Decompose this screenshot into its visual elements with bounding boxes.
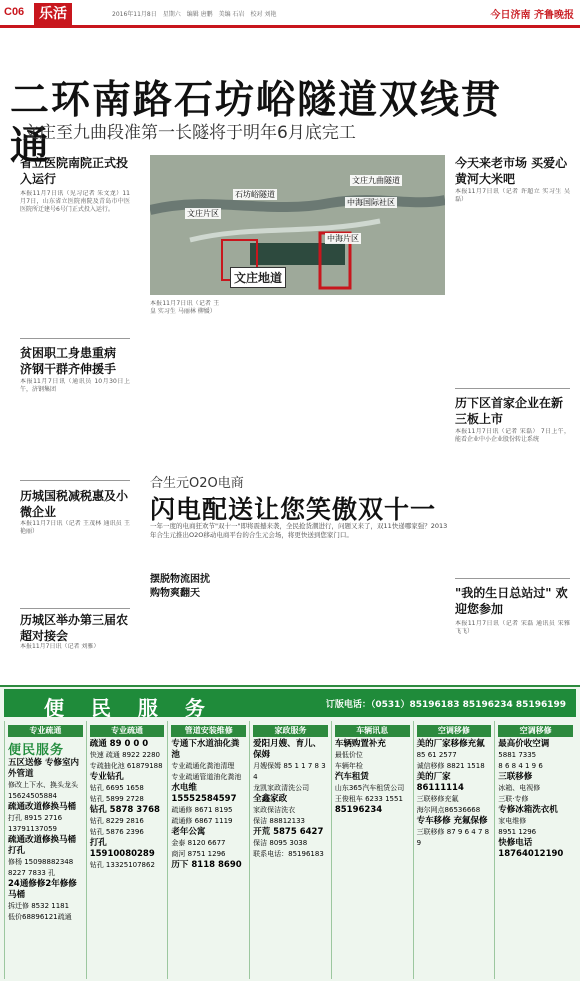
classified-item: 专修冰箱洗衣机 <box>498 805 558 815</box>
main-headline: 二环南路石坊峪隧道双线贯通 <box>10 78 503 169</box>
left-body-2: 本报11月7日讯（通讯员 10月30日上午，济钢集团 <box>20 378 130 394</box>
classified-item: 打孔 8915 2716 <box>8 814 63 822</box>
classified-item: 专业钻孔 <box>89 772 124 782</box>
classified-item: 专疏抽化池 61879188 <box>89 762 163 770</box>
classified-item: 85196234 <box>334 805 383 815</box>
classified-column-tab: 空调移修 <box>417 725 492 737</box>
classified-item: 专业疏通管道油化粪池 <box>171 773 242 781</box>
divider <box>20 338 130 339</box>
classified-column-tab: 管道安装维修 <box>171 725 246 737</box>
classified-item: 钻孔 5876 2396 <box>89 828 144 836</box>
classified-item: 山东365汽车租赁公司 <box>334 784 405 792</box>
main-subhead: 文庄至九曲段准第一长隧将于明年6月底完工 <box>22 123 356 143</box>
classified-item: 汽车租赁 <box>334 772 369 782</box>
classified-phone: 订版电话：（0531）85196183 85196234 85196199 <box>325 700 566 710</box>
issue-meta: 2016年11月8日 星期六 编辑 唐鹏 美编 石岩 校对 刘艳 <box>112 11 277 18</box>
divider <box>455 388 570 389</box>
map-title-box: 文庄地道 <box>230 267 286 288</box>
classified-item: 85 61 2577 <box>416 751 457 759</box>
classified-item: 疏通修 6867 1119 <box>171 817 233 825</box>
right-title-3: "我的生日总站过" 欢迎您参加 <box>455 586 568 616</box>
divider <box>455 578 570 579</box>
o2o-kicker: 合生元O2O电商 <box>150 476 244 491</box>
classified-item: 诚信移修 8821 1518 <box>416 762 485 770</box>
classified-column <box>4 721 86 979</box>
left-title-4: 历城区举办第三届农超对接会 <box>20 613 129 643</box>
classified-item: 低价68896121疏通 <box>8 913 72 921</box>
o2o-sub-b: 购物爽翻天 <box>150 588 200 599</box>
classified-column-tab: 空调移修 <box>498 725 573 737</box>
classified-item: 家电维修 <box>498 817 527 825</box>
page-number: C06 <box>4 6 25 18</box>
classified-item: 快速 疏通 8922 2280 <box>89 751 161 759</box>
left-body-3: 本报11月7日讯（记者 王茂林 通讯员 王艳丽） <box>20 520 130 536</box>
classified-item: 海尔网点86536668 <box>416 806 481 814</box>
classified-item: 修改上下水、换头龙头 <box>8 781 78 789</box>
classified-item: 最高价收空调 <box>498 739 550 749</box>
classified-subtitle: 便民服务 <box>8 743 65 758</box>
classified-item: 8951 1296 <box>498 828 537 836</box>
o2o-sub-a: 摆脱物流困扰 <box>150 574 210 585</box>
right-title-2: 历下区首家企业在新三板上市 <box>455 396 564 426</box>
classified-item: 三联移修充氟 <box>416 795 459 803</box>
right-body-1: 本报11月7日讯（记者 许超立 实习生 吴磊） <box>455 188 570 204</box>
classified-column-tab: 专业疏通 <box>8 725 83 737</box>
classified-item: 冰箱、电视修 <box>498 784 541 792</box>
classified-item: 疏通修 8671 8195 <box>171 806 233 814</box>
classified-item: 车辆购置补充 <box>334 739 386 749</box>
page-header <box>0 0 580 28</box>
map-label: 中海国际社区 <box>347 198 395 207</box>
classified-item: 5881 7335 <box>498 751 537 759</box>
classified-item: 龙凯家政清洗公司 <box>253 784 310 792</box>
classified-item: 全鑫家政 <box>253 794 288 804</box>
right-body-3: 本报11月7日讯（记者 宋磊 通讯员 宋雅 飞飞） <box>455 620 570 636</box>
o2o-headline: 闪电配送让您笑傲双十一 <box>150 495 437 524</box>
left-body-1: 本报11月7日讯（见习记者 朱文龙）11月7日，山东省立医院南院及青岛市中医医院所迁建号6号门正式投入运行。 <box>20 190 130 214</box>
classified-item: 五区送修 专修室内外管道 <box>8 758 79 779</box>
classified-band <box>4 689 576 720</box>
classified-item: 保洁 88812133 <box>253 817 305 825</box>
classified-item: 金泰 8120 6677 <box>171 839 226 847</box>
divider <box>20 480 130 481</box>
classified-item: 三联移修 <box>498 772 533 782</box>
map-label: 石坊峪隧道 <box>235 190 275 199</box>
left-title-2: 贫困职工身患重病 济钢干群齐伸援手 <box>20 346 117 376</box>
classified-item: 开荒 5875 6427 <box>253 827 324 837</box>
classified-item: 疏通改道修换马桶打孔 <box>8 835 77 856</box>
newspaper-brand: 今日济南 齐鲁晚报 <box>490 10 574 21</box>
classified-item: 三联移修 87 9 6 4 7 8 9 <box>416 828 490 847</box>
section-title: 乐活 <box>34 3 72 25</box>
classified-section <box>0 685 580 981</box>
classified-item: 历下 8118 8690 <box>171 860 242 870</box>
right-title-1: 今天来老市场 买爱心黄河大米吧 <box>455 156 568 186</box>
classified-item: 快修电话18764012190 <box>498 838 564 859</box>
classified-item: 钻孔 6695 1658 <box>89 784 144 792</box>
classified-grid <box>4 721 576 979</box>
classified-item: 8 6 8 4 1 9 6 <box>498 762 543 770</box>
left-title-3: 历城国税减税惠及小微企业 <box>20 489 129 519</box>
classified-column-tab: 家政服务 <box>253 725 328 737</box>
classified-item: 最低价位 <box>334 751 363 759</box>
classified-item: 钻孔 13325107862 <box>89 861 155 869</box>
classified-item: 联系电话：85196183 <box>253 850 324 858</box>
o2o-lede: 一年一度的电商狂欢节"双十一"即将震撼来袭，全民抢货潮进行，问题又来了，双11快递哪家强？2013年合生元推出O2O移动电商平台的合生元会场，将更快送到您家门口。 <box>150 522 448 539</box>
classified-item: 王俊租车 6233 1551 <box>334 795 403 803</box>
classified-item: 15624505884 <box>8 792 57 800</box>
classified-item: 专通下水道油化粪池 <box>171 739 240 760</box>
right-body-2: 本报11月7日讯（记者 宋磊） 7日上午，能看企业中小企业股份转让系统 <box>455 428 570 444</box>
classified-column <box>167 721 249 979</box>
classified-item: 家政保洁洗衣 <box>253 806 296 814</box>
classified-column <box>413 721 495 979</box>
classified-column <box>494 721 576 979</box>
left-title-1: 省立医院南院正式投入运行 <box>20 156 129 186</box>
classified-item: 修杨 15098882348 <box>8 858 74 866</box>
classified-item: 老年公寓 <box>171 827 206 837</box>
divider <box>20 608 130 609</box>
classified-item: 商河 8751 1296 <box>171 850 226 858</box>
classified-item: 爱阳月嫂、育儿、保姆 <box>253 739 322 760</box>
classified-column-tab: 专业疏通 <box>90 725 165 737</box>
classified-item: 车辆年检 <box>334 762 363 770</box>
classified-item: 三联·专修 <box>498 795 529 803</box>
classified-item: 24通修修2年修修马桶 <box>8 879 77 900</box>
map-label: 文庄片区 <box>187 209 219 218</box>
map-label: 文庄九曲隧道 <box>352 176 400 185</box>
classified-item: 钻孔 5899 2728 <box>89 795 144 803</box>
classified-item: 疏通 89 0 0 0 <box>89 739 149 749</box>
classified-item: 钻孔 5878 3768 <box>89 805 160 815</box>
classified-item: 水电维 15552584597 <box>171 783 237 804</box>
classified-item: 专业疏通化粪池清理 <box>171 762 235 770</box>
classified-item: 13791137059 <box>8 825 57 833</box>
tunnel-map <box>150 155 445 295</box>
classified-item: 拆迁修 8532 1181 <box>8 902 70 910</box>
left-body-4: 本报11月7日讯（记者 刘雅） <box>20 643 100 650</box>
classified-title: 便 民 服 务 <box>44 696 215 720</box>
classified-item: 美的厂家移修充氟 <box>416 739 485 749</box>
classified-item: 美的厂家86111114 <box>416 772 464 793</box>
classified-column <box>86 721 168 979</box>
tunnel-article: 本报11月7日讯（记者 王皇 实习生 马丽林 柳媛） <box>150 300 220 316</box>
classified-item: 8227 7833 孔 <box>8 869 56 877</box>
classified-column-tab: 车辆讯息 <box>335 725 410 737</box>
classified-item: 专车移修 充氟保修 <box>416 816 488 826</box>
classified-item: 疏通改道修换马桶 <box>8 802 77 812</box>
classified-item: 打孔 15910080289 <box>89 838 155 859</box>
classified-item: 钻孔 8229 2816 <box>89 817 144 825</box>
classified-column <box>249 721 331 979</box>
map-label: 中海片区 <box>327 234 359 243</box>
classified-item: 保洁 8095 3038 <box>253 839 308 847</box>
classified-column <box>331 721 413 979</box>
classified-item: 月嫂保姆 85 1 1 7 8 3 4 <box>253 762 326 781</box>
